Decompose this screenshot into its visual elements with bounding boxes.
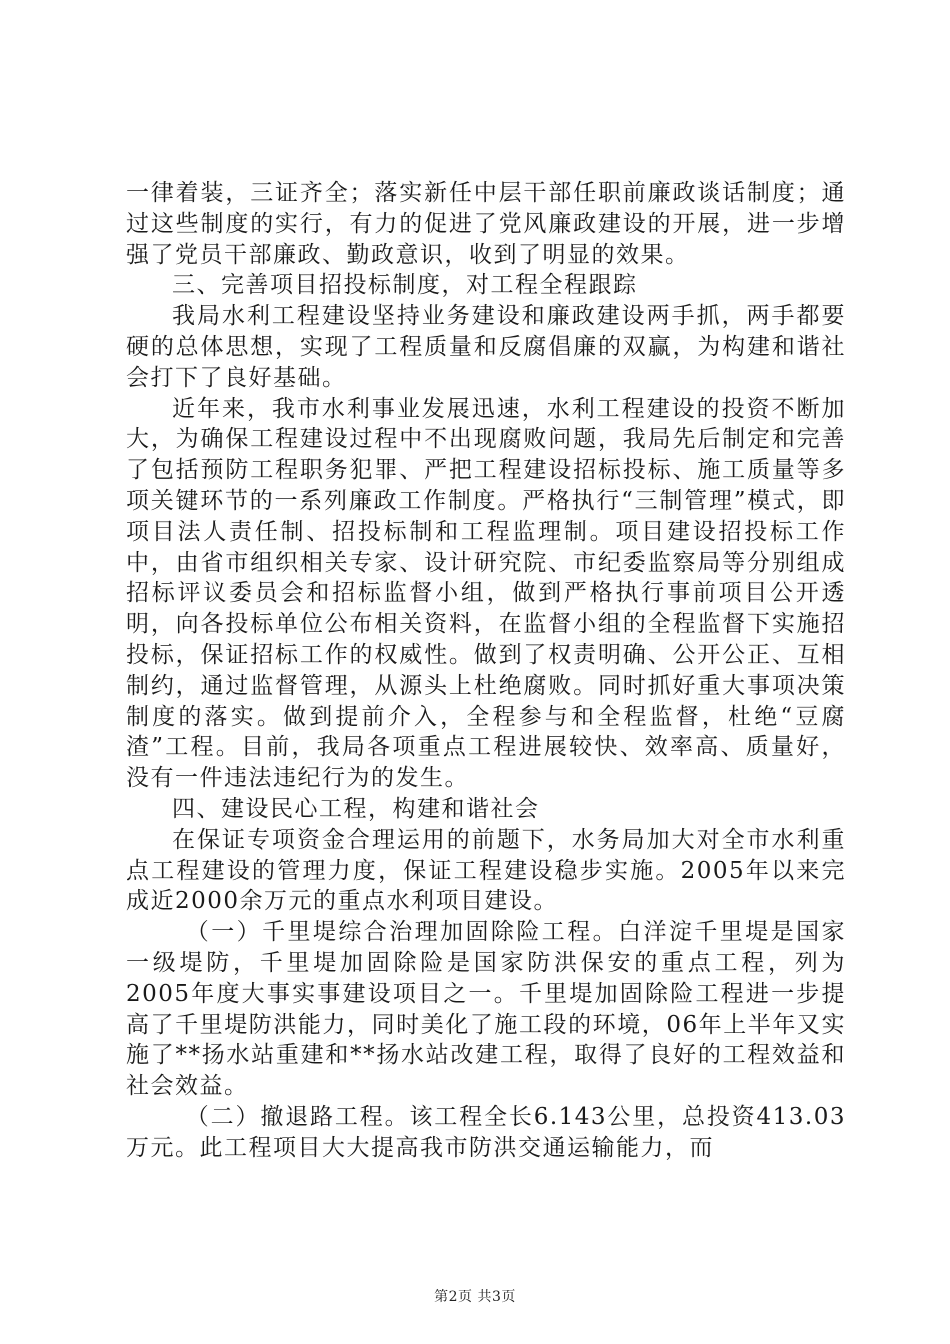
document-body	[126, 178, 846, 1164]
paragraph-3: 近年来，我市水利事业发展迅速，水利工程建设的投资不断加大，为确保工程建设过程中不出现腐败问题，我局先后制定和完善了包括预防工程职务犯罪、严把工程建设招标投标、施工质量等多项关键环节的一系列廉政工作制度。严格执行“三制管理”模式，即项目法人责任制、招投标制和工程监理制。项目建设招投标工作中，由省市组织相关专家、设计研究院、市纪委监察局等分别组成招标评议委员会和招标监督小组，做到严格执行事前项目公开透明，向各投标单位公布相关资料，在监督小组的全程监督下实施招投标，保证招标工作的权威性。做到了权责明确、公开公正、互相制约，通过监督管理，从源头上杜绝腐败。同时抓好重大事项决策制度的落实。做到提前介入，全程参与和全程监督，杜绝“豆腐渣”工程。目前，我局各项重点工程进展较快、效率高、质量好，没有一件违法违纪行为的发生。	[126, 395, 846, 792]
page-number-footer: 第2页 共3页	[434, 1289, 516, 1305]
paragraph-1-continuation: 一律着装，三证齐全；落实新任中层干部任职前廉政谈话制度；通过这些制度的实行，有力的促进了党风廉政建设的开展，进一步增强了党员干部廉政、勤政意识，收到了明显的效果。	[126, 180, 846, 268]
paragraph-2: 我局水利工程建设坚持业务建设和廉政建设两手抓，两手都要硬的总体思想，实现了工程质量和反腐倡廉的双赢，为构建和谐社会打下了良好基础。	[126, 303, 846, 391]
section-heading-4: 四、建设民心工程，构建和谐社会	[172, 795, 540, 822]
section-heading-3: 三、完善项目招投标制度，对工程全程跟踪	[172, 272, 638, 299]
paragraph-item-1: （一）千里堤综合治理加固除险工程。白洋淀千里堤是国家一级堤防，千里堤加固除险是国家防洪保安的重点工程，列为2005年度大事实事建设项目之一。千里堤加固除险工程进一步提高了千里堤防洪能力，同时美化了施工段的环境，06年上半年又实施了**扬水站重建和**扬水站改建工程，取得了良好的工程效益和社会效益。	[126, 919, 846, 1100]
paragraph-4: 在保证专项资金合理运用的前题下，水务局加大对全市水利重点工程建设的管理力度，保证工程建设稳步实施。2005年以来完成近2000余万元的重点水利项目建设。	[126, 826, 846, 915]
paragraph-item-2: （二）撤退路工程。该工程全长6.143公里，总投资413.03万元。此工程项目大大提高我市防洪交通运输能力，而	[126, 1103, 846, 1161]
